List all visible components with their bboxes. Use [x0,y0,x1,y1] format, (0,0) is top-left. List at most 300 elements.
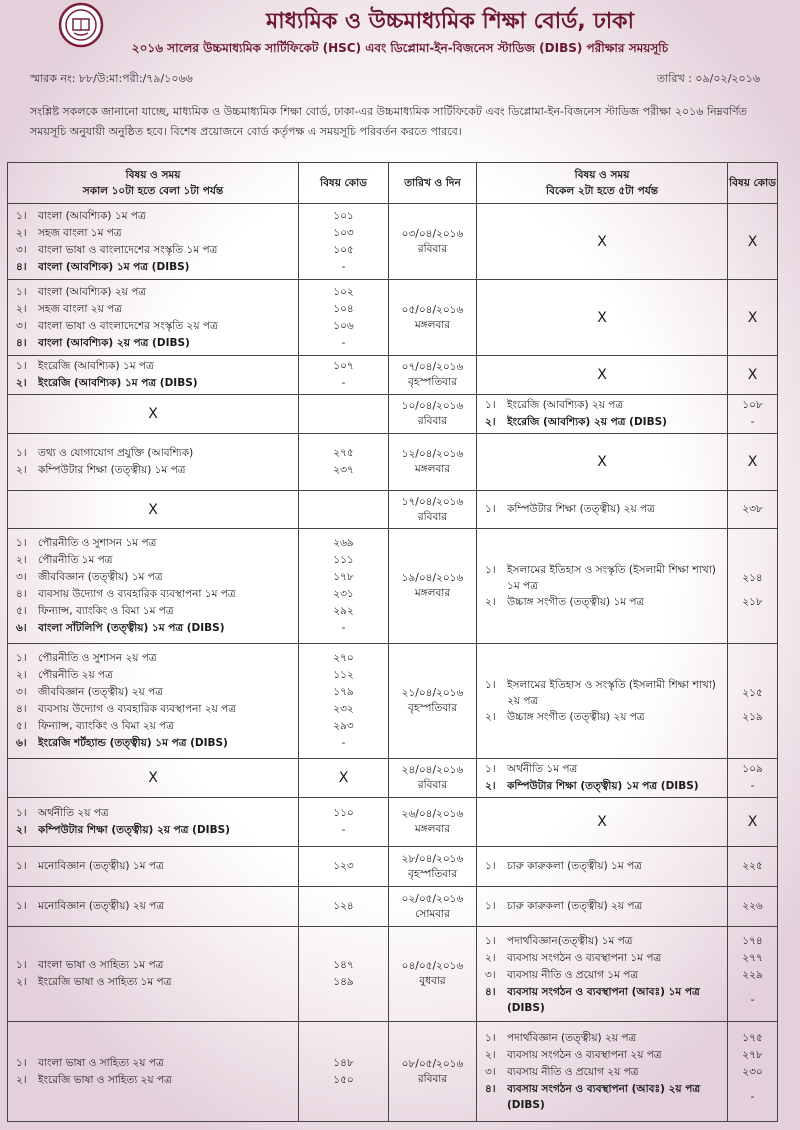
subject-name: ব্যবসায় নীতি ও প্রয়োগ ২য় পত্র [507,1066,639,1078]
subject-code: - [341,622,346,634]
subject-code: ১০৬ [333,319,354,332]
subject-item [8,318,298,335]
subject-item [8,225,298,242]
morning-subjects-cell [8,434,299,491]
afternoon-codes-cell [728,356,778,395]
morning-subjects-cell [8,927,299,1022]
subject-item [8,1055,298,1072]
subject-name: ব্যবসায় সংগঠন ও ব্যবস্থাপনা ১ম পত্র [507,951,662,964]
morning-codes-cell [299,356,389,395]
subject-name: জীববিজ্ঞান (তত্ত্বীয়) ২য় পত্র [38,686,163,698]
subject-number: ৫। [16,720,27,732]
subject-number: ৩। [16,319,27,332]
subject-name: কম্পিউটার শিক্ষা (তত্ত্বীয়) ২য় পত্র [507,503,655,515]
morning-subject-list [8,533,298,639]
memo-number: স্মারক নং: ৮৮/উ:মা:পরী:/৭৯/১০৬৬ [30,72,193,85]
subject-name: পৌরনীতি ১ম পত্র [38,554,113,566]
morning-subject-list [8,282,298,354]
morning-code-list [299,1053,388,1091]
subject-item [477,709,727,726]
subject-code: ১০২ [333,285,354,298]
afternoon-subject-list [477,499,727,520]
subject-code: - [750,1091,755,1103]
afternoon-codes-cell [728,280,778,356]
schedule-subtitle: ২০১৬ সালের উচ্চমাধ্যমিক সার্টিফিকেট (HSC) এবং ডিপ্লোমা-ইন-বিজনেস স্টাডিজ (DIBS) পরীক্ষার সময়সূচি [131,41,669,55]
subject-number: ৩। [16,686,27,698]
table-row [8,847,778,887]
subject-number: ৪। [16,703,27,715]
table-row [8,434,778,491]
subject-code: ২৭৫ [333,447,354,459]
afternoon-code-list [728,560,777,613]
exam-day: মঙ্গলবার [414,463,451,475]
subject-item [8,620,298,637]
subject-name: ব্যবসায় সংগঠন ও ব্যবস্থাপনা ২য় পত্র [507,1049,662,1061]
subject-number: ৬। [16,622,27,634]
subject-name: অর্থনীতি ১ম পত্র [507,763,578,775]
no-exam-code-mark: X [747,814,758,830]
subject-item [8,974,298,991]
morning-code-list [299,533,388,639]
morning-subject-list [8,1053,298,1091]
subject-number: ১। [485,563,496,576]
subject-number: ২। [485,595,496,608]
subject-code: - [341,824,346,836]
table-row [8,759,778,798]
subject-code: ২৩৮ [742,503,763,515]
table-row [8,927,778,1022]
subject-name: ফিন্যান্স, ব্যাংকিং ও বিমা ১ম পত্র [38,605,174,617]
subject-name: তথ্য ও যোগাযোগ প্রযুক্তি (আবশ্যিক) [38,447,194,459]
subject-number: ২। [16,302,27,315]
subject-number: ২। [485,416,496,428]
exam-day: বৃহস্পতিবার [408,376,457,388]
subject-number: ২। [485,710,496,723]
subject-number: ২। [16,976,27,988]
subject-code: ১১১ [333,554,354,566]
no-exam-code-mark: X [747,309,758,326]
afternoon-subjects-cell [477,644,728,759]
date-day-cell [389,759,477,798]
subject-item [8,667,298,684]
exam-date: ২৮/০৪/২০১৬ [401,852,464,865]
afternoon-codes-cell [728,204,778,280]
afternoon-subjects-cell [477,927,728,1022]
exam-day: রবিবার [417,242,448,255]
subject-item [477,761,727,778]
subject-number: ৪। [16,588,27,600]
subject-code: - [341,336,346,349]
subject-item [8,735,298,752]
subject-item [477,1064,727,1081]
table-row [8,644,778,759]
subject-name: বাংলা (আবশ্যিক) ২য় পত্র (DIBS) [38,336,190,349]
morning-subject-list [8,443,298,481]
subject-item [477,1081,727,1113]
subject-code: ১০৯ [742,763,763,775]
subject-item [477,898,727,915]
subject-name: কম্পিউটার শিক্ষা (তত্ত্বীয়) ১ম পত্র [38,464,186,476]
subject-code: - [341,377,346,389]
subject-code: - [341,260,346,273]
subject-number: ১। [16,209,27,222]
subject-code: ২৬৯ [333,537,354,549]
exam-day: বৃহস্পতিবার [408,867,457,880]
subject-item [8,701,298,718]
subject-code: ২১৮ [742,595,763,608]
subject-item [477,501,727,518]
subject-number: ১। [16,447,27,459]
subject-number: ১। [485,503,496,515]
subject-name: সহজ বাংলা ১ম পত্র [38,226,122,239]
subject-item [477,562,727,594]
subject-code: ২২৫ [742,860,763,872]
exam-day: বৃহস্পতিবার [408,702,457,714]
subject-code: ২৩২ [333,703,354,715]
afternoon-codes-cell [728,434,778,491]
table-row [8,395,778,434]
exam-date: ০৫/০৪/২০১৬ [401,303,464,316]
afternoon-subject-list [477,759,727,797]
morning-subject-list [8,896,298,917]
morning-header: বিষয় ও সময় সকাল ১০টা হতে বেলা ১টা পর্যন্ত [8,163,299,204]
table-row [8,491,778,529]
subject-item [8,375,298,392]
morning-subjects-cell [8,395,299,434]
subject-code: ১০৭ [333,360,354,372]
afternoon-subject-list [477,1028,727,1115]
table-row [8,887,778,927]
subject-code: ১৭৯ [333,686,354,698]
afternoon-code-list [728,759,777,797]
subject-number: ১। [16,285,27,298]
subject-item [477,984,727,1016]
subject-code: ২২৯ [742,968,763,981]
subject-item [477,1030,727,1047]
afternoon-subjects-cell [477,529,728,644]
subject-name: বাংলা ভাষা ও সাহিত্য ২য় পত্র [38,1056,164,1069]
morning-subject-list [8,803,298,841]
subject-number: ২। [485,780,496,792]
afternoon-subjects-cell [477,847,728,887]
exam-day: রবিবার [417,415,448,427]
subject-name: উচ্চাঙ্গ সংগীত (তত্ত্বীয়) ১ম পত্র [507,595,645,608]
subject-name: বাংলা (আবশ্যিক) ১ম পত্র [38,209,146,222]
morning-code-list [299,206,388,278]
afternoon-subject-list [477,856,727,877]
board-title: মাধ্যমিক ও উচ্চমাধ্যমিক শিক্ষা বোর্ড, ঢাকা [266,9,634,34]
afternoon-subjects-cell [477,280,728,356]
subject-code: ২৩৭ [333,464,354,476]
subject-number: ১। [16,360,27,372]
subject-item [477,933,727,950]
subject-item [8,718,298,735]
morning-codes-cell [299,798,389,847]
subject-code: ২৩০ [742,1066,763,1078]
exam-date: ২৪/০৪/২০১৬ [401,764,464,776]
exam-date: ১৯/০৪/২০১৬ [401,572,464,584]
subject-item [8,858,298,875]
afternoon-subjects-cell [477,887,728,927]
table-row [8,1022,778,1122]
afternoon-codes-cell [728,491,778,529]
subject-number: ৩। [16,243,27,256]
subject-code: ১০১ [333,209,354,222]
subject-item [8,805,298,822]
afternoon-subject-list [477,896,727,917]
subject-item [477,950,727,967]
morning-codes-cell [299,529,389,644]
subject-item [477,858,727,875]
subject-item [477,594,727,611]
morning-subjects-cell [8,644,299,759]
subject-name: সহজ বাংলা ২য় পত্র [38,302,122,315]
subject-name: ব্যবসায় সংগঠন ও ব্যবস্থাপনা (আবঃ) ১ম পত্র (DIBS) [507,985,700,1014]
subject-item [8,1072,298,1089]
no-exam-code-mark: X [338,770,349,786]
subject-number: ৪। [16,260,27,273]
date-day-cell [389,356,477,395]
date-day-cell [389,798,477,847]
subject-name: ইসলামের ইতিহাস ও সংস্কৃতি (ইসলামী শিক্ষা শাখা) ১ম পত্র [507,563,716,592]
subject-code: ১৪৭ [333,959,354,971]
exam-day: মঙ্গলবার [414,823,451,835]
morning-subjects-cell [8,204,299,280]
subject-name: উচ্চাঙ্গ সংগীত (তত্ত্বীয়) ২য় পত্র [507,710,645,723]
morning-subject-list [8,856,298,877]
afternoon-codes-cell [728,759,778,798]
morning-codes-cell [299,1022,389,1122]
subject-name: বাংলা ভাষা ও সাহিত্য ১ম পত্র [38,959,164,971]
subject-name: জীববিজ্ঞান (তত্ত্বীয়) ১ম পত্র [38,571,163,583]
date-day-cell [389,927,477,1022]
subject-number: ১। [485,860,496,872]
date-day-cell [389,395,477,434]
subject-name: পৌরনীতি ও সুশাসন ১ম পত্র [38,537,157,549]
afternoon-code-list [728,499,777,520]
no-exam-mark: X [597,233,607,250]
subject-item [8,650,298,667]
morning-subject-list [8,356,298,394]
morning-subject-list [8,648,298,754]
table-row [8,204,778,280]
afternoon-code-list [728,675,777,728]
no-exam-mark: X [148,501,158,518]
exam-day: রবিবার [417,1072,448,1085]
subject-item [8,284,298,301]
subject-item [477,967,727,984]
date-day-cell [389,644,477,759]
subject-name: ইংরেজি (আবশ্যিক) ১ম পত্র (DIBS) [38,377,198,389]
afternoon-code-list [728,896,777,917]
afternoon-codes-cell [728,927,778,1022]
subject-name: বাংলা (আবশ্যিক) ২য় পত্র [38,285,147,298]
subject-name: বাংলা (আবশ্যিক) ১ম পত্র (DIBS) [38,260,190,273]
subject-code: ২৭৮ [742,1049,763,1061]
subject-number: ১। [16,652,27,664]
subject-item [8,957,298,974]
subject-number: ১। [16,537,27,549]
morning-code-list [299,648,388,754]
morning-subjects-cell [8,759,299,798]
no-exam-code-mark: X [747,367,758,383]
subject-number: ১। [485,900,496,912]
subject-code: ২৩১ [333,588,354,600]
table-header-row [8,163,778,204]
morning-code-list [299,955,388,993]
subject-code: ১৫০ [333,1073,354,1086]
subject-number: ১। [485,763,496,775]
subject-name: ইংরেজি ভাষা ও সাহিত্য ২য় পত্র [38,1073,172,1086]
morning-subjects-cell [8,798,299,847]
table-row [8,280,778,356]
table-row [8,798,778,847]
subject-item [8,445,298,462]
afternoon-subjects-cell [477,759,728,798]
date-day-cell [389,847,477,887]
subject-code: ২১৫ [742,686,763,699]
subject-name: ইংরেজি ভাষা ও সাহিত্য ১ম পত্র [38,976,172,988]
no-exam-mark: X [148,406,158,422]
subject-name: ইংরেজি (আবশ্যিক) ২য় পত্র [507,399,624,411]
subject-code: ২১৯ [742,710,763,723]
afternoon-code-list [728,395,777,433]
exam-date: ১২/০৪/২০১৬ [401,448,464,460]
subject-number: ১। [485,678,496,691]
date-day-cell [389,280,477,356]
no-exam-code-mark: X [747,233,758,250]
subject-item [8,898,298,915]
morning-subjects-cell [8,280,299,356]
afternoon-codes-cell [728,847,778,887]
subject-item [8,242,298,259]
issue-date: তারিখ : ০৯/০২/২০১৬ [656,72,760,85]
subject-name: ব্যবসায় নীতি ও প্রয়োগ ১ম পত্র [507,968,639,981]
exam-day: মঙ্গলবার [414,587,451,599]
afternoon-subjects-cell [477,395,728,434]
subject-number: ১। [485,934,496,947]
morning-codes-cell [299,280,389,356]
table-row [8,356,778,395]
subject-name: ফিন্যান্স, ব্যাংকিং ও বিমা ২য় পত্র [38,720,174,732]
subject-name: চারু কারুকলা (তত্ত্বীয়) ২য় পত্র [507,900,643,912]
subject-code: ২৭৭ [742,951,763,964]
no-exam-mark: X [597,309,607,326]
afternoon-subjects-cell [477,1022,728,1122]
subject-code: - [750,780,755,792]
morning-code-list [299,856,388,877]
afternoon-header: বিষয় ও সময় বিকেল ২টা হতে ৫টা পর্যন্ত [477,163,728,204]
exam-date: ০৪/০৫/২০১৬ [401,960,464,972]
subject-item [8,259,298,276]
subject-name: পদার্থবিজ্ঞান (তত্ত্বীয়) ২য় পত্র [507,1032,637,1044]
exam-date: ০৭/০৪/২০১৬ [401,361,464,373]
subject-item [477,677,727,709]
morning-codes-cell [299,491,389,529]
subject-code: ২৯৩ [333,720,354,732]
afternoon-subject-list [477,931,727,1018]
subject-item [8,552,298,569]
subject-name: কম্পিউটার শিক্ষা (তত্ত্বীয়) ২য় পত্র (DIBS) [38,824,230,836]
subject-item [477,397,727,414]
subject-code: ১১০ [333,807,354,819]
afternoon-codes-cell [728,529,778,644]
morning-codes-cell [299,759,389,798]
morning-subjects-cell [8,1022,299,1122]
subject-number: ২। [16,226,27,239]
exam-date: ০২/০৫/২০১৬ [401,892,464,905]
subject-code: ১২৩ [333,860,354,872]
afternoon-code-list [728,1028,777,1115]
subject-name: পৌরনীতি ও সুশাসন ২য় পত্র [38,652,157,664]
date-day-cell [389,434,477,491]
subject-item [8,586,298,603]
date-day-header: তারিখ ও দিন [389,163,477,204]
date-day-cell [389,529,477,644]
morning-code-list [299,803,388,841]
morning-codes-cell [299,927,389,1022]
subject-number: ২। [16,464,27,476]
subject-code: ১৭৪ [742,934,763,947]
subject-item [8,569,298,586]
subject-name: ইসলামের ইতিহাস ও সংস্কৃতি (ইসলামী শিক্ষা শাখা) ২য় পত্র [507,678,716,707]
notice-paragraph: সংশ্লিষ্ট সকলকে জানানো যাচ্ছে, মাধ্যমিক ও উচ্চমাধ্যমিক শিক্ষা বোর্ড, ঢাকা-এর উচ্চমাধ্যমিক সার্টিফিকেট এবং ডিপ্লোমা-ইন-বিজনেস স্টাডিজ পরীক্ষা ২০১৬ নিম্নবর্ণিত সময়সূচি অনুযায়ী অনুষ্ঠিত হবে। বিশেষ প্রয়োজনে বোর্ড কর্তৃপক্ষ এ সময়সূচি পরিবর্তন করতে পারবে। [30,105,747,138]
date-day-cell [389,1022,477,1122]
afternoon-code-list [728,856,777,877]
afternoon-code-list [728,931,777,1018]
subject-code: - [750,416,755,428]
subject-code: - [341,737,346,749]
afternoon-codes-cell [728,395,778,434]
subject-item [8,535,298,552]
subject-code: ১৭৫ [742,1032,763,1044]
subject-name: বাংলা ভাষা ও বাংলাদেশের সংস্কৃতি ২য় পত্র [38,319,218,332]
subject-name: ইংরেজি (আবশ্যিক) ১ম পত্র [38,360,154,372]
subject-number: ৪। [16,336,27,349]
afternoon-subject-list [477,560,727,613]
subject-code: - [750,993,755,1006]
subject-number: ৩। [485,1066,496,1078]
subject-number: ২। [16,377,27,389]
afternoon-codes-cell [728,887,778,927]
exam-day: রবিবার [417,510,448,523]
morning-codes-cell [299,847,389,887]
subject-number: ৩। [16,571,27,583]
afternoon-subject-list [477,675,727,728]
subject-code: ১০৮ [742,399,763,411]
subject-item [8,684,298,701]
subject-item [8,301,298,318]
morning-subject-list [8,206,298,278]
subject-number: ১। [16,807,27,819]
subject-item [477,1047,727,1064]
subject-number: ১। [16,959,27,971]
no-exam-mark: X [597,814,607,830]
morning-codes-cell [299,204,389,280]
subject-name: পৌরনীতি ২য় পত্র [38,669,113,681]
no-exam-code-mark: X [747,454,758,470]
morning-code-list [299,356,388,394]
subject-number: ২। [16,1073,27,1086]
subject-number: ১। [485,399,496,411]
subject-name: পদার্থবিজ্ঞান(তত্ত্বীয়) ১ম পত্র [507,934,633,947]
subject-code: ২২৬ [742,900,763,912]
afternoon-subjects-cell [477,491,728,529]
afternoon-subjects-cell [477,356,728,395]
no-exam-mark: X [597,367,607,383]
morning-code-list [299,896,388,917]
subject-number: ১। [16,1056,27,1069]
